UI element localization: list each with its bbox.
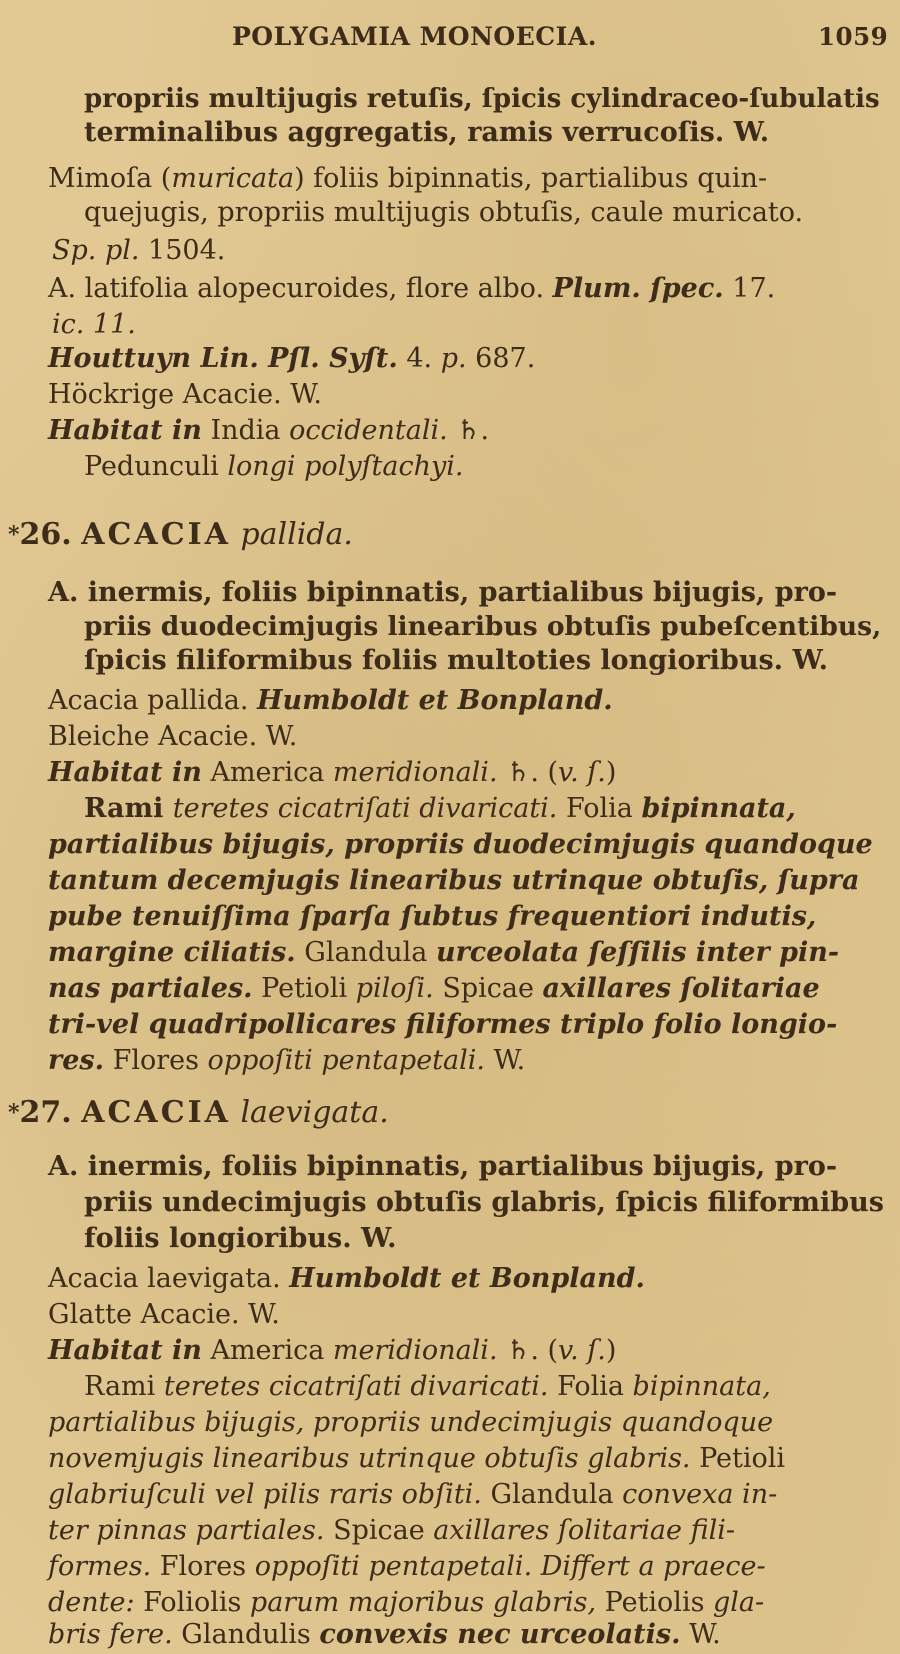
description-line: partialibus bijugis, propriis duodecimjugis quandoque — [48, 829, 873, 860]
species-heading-26: *26. ACACIA pallida. — [8, 517, 353, 552]
common-name: Glatte Acacie. W. — [48, 1299, 280, 1330]
habitat: Habitat in India occidentali. ♄. — [48, 415, 490, 446]
description-line: bris fere. Glandulis convexis nec urceolatis. W. — [48, 1619, 721, 1650]
diagnosis-line: priis duodecimjugis linearibus obtuſis pubeſcentibus, — [84, 611, 882, 642]
species-heading-27: *27. ACACIA laevigata. — [8, 1095, 389, 1130]
description-line: ter pinnas partiales. Spicae axillares ſolitariae fili- — [48, 1515, 735, 1546]
shrub-symbol-icon: ♄. — [447, 415, 490, 446]
synonym-mimosa: Mimoſa (muricata) foliis bipinnatis, partialibus quin- — [48, 163, 768, 194]
description-line: formes. Flores oppoſiti pentapetali. Differt a praece- — [48, 1551, 766, 1582]
description-line: tantum decemjugis linearibus utrinque obtuſis, ſupra — [48, 865, 860, 896]
synonym: Acacia laevigata. Humboldt et Bonpland. — [48, 1263, 645, 1294]
habitat: Habitat in America meridionali. ♄. (v. ſ.) — [48, 1335, 617, 1366]
habitat: Habitat in America meridionali. ♄. (v. ſ.) — [48, 757, 617, 788]
description-line: partialibus bijugis, propriis undecimjugis quandoque — [48, 1407, 774, 1438]
shrub-symbol-icon: ♄. ( — [497, 1335, 559, 1366]
running-title: POLYGAMIA MONOECIA. — [232, 22, 597, 51]
note: Pedunculi longi polyſtachyi. — [84, 451, 464, 482]
common-name: Höckrige Acacie. W. — [48, 379, 322, 410]
description-line: pube tenuiſſima ſparſa ſubtus frequentiori indutis, — [48, 901, 817, 932]
diagnosis-line: A. inermis, foliis bipinnatis, partialibus bijugis, pro- — [48, 1151, 838, 1182]
description-line: margine ciliatis. Glandula urceolata ſeſſilis inter pin- — [48, 937, 840, 968]
diagnosis-line: foliis longioribus. W. — [84, 1223, 397, 1254]
description-line: dente: Foliolis parum majoribus glabris, Petiolis gla- — [48, 1587, 765, 1618]
description-line: nas partiales. Petioli piloſi. Spicae axillares ſolitariae — [48, 973, 820, 1004]
description-line: Rami teretes cicatriſati divaricati. Folia bipinnata, — [84, 1371, 771, 1402]
diagnosis-line: A. inermis, foliis bipinnatis, partialibus bijugis, pro- — [48, 577, 838, 608]
text-line: propriis multijugis retuſis, ſpicis cylindraceo-ſubulatis — [84, 84, 880, 114]
synonym-latifolia: A. latifolia alopecuroides, flore albo. Plum. ſpec. 17. — [48, 273, 776, 304]
shrub-symbol-icon: ♄. ( — [497, 757, 559, 788]
description-line: res. Flores oppoſiti pentapetali. W. — [48, 1045, 526, 1076]
diagnosis-line: ſpicis filiformibus foliis multoties longioribus. W. — [84, 645, 828, 676]
common-name: Bleiche Acacie. W. — [48, 721, 298, 752]
citation: Sp. pl. 1504. — [52, 235, 226, 266]
citation-houttuyn: Houttuyn Lin. Pſl. Syſt. 4. p. 687. — [48, 343, 536, 374]
description-line: tri-vel quadripollicares filiformes triplo folio longio- — [48, 1009, 838, 1040]
description-line: Rami teretes cicatriſati divaricati. Folia bipinnata, — [84, 793, 796, 824]
description-line: glabriuſculi vel pilis raris obſiti. Glandula convexa in- — [48, 1479, 778, 1510]
citation: ic. 11. — [52, 309, 136, 340]
diagnosis-line: priis undecimjugis obtuſis glabris, ſpicis filiformibus — [84, 1187, 884, 1218]
text-line: terminalibus aggregatis, ramis verrucoſis. W. — [84, 117, 770, 148]
page-number: 1059 — [818, 22, 889, 51]
text-line: quejugis, propriis multijugis obtuſis, caule muricato. — [84, 197, 804, 228]
description-line: novemjugis linearibus utrinque obtuſis glabris. Petioli — [48, 1443, 786, 1474]
synonym: Acacia pallida. Humboldt et Bonpland. — [48, 685, 613, 716]
